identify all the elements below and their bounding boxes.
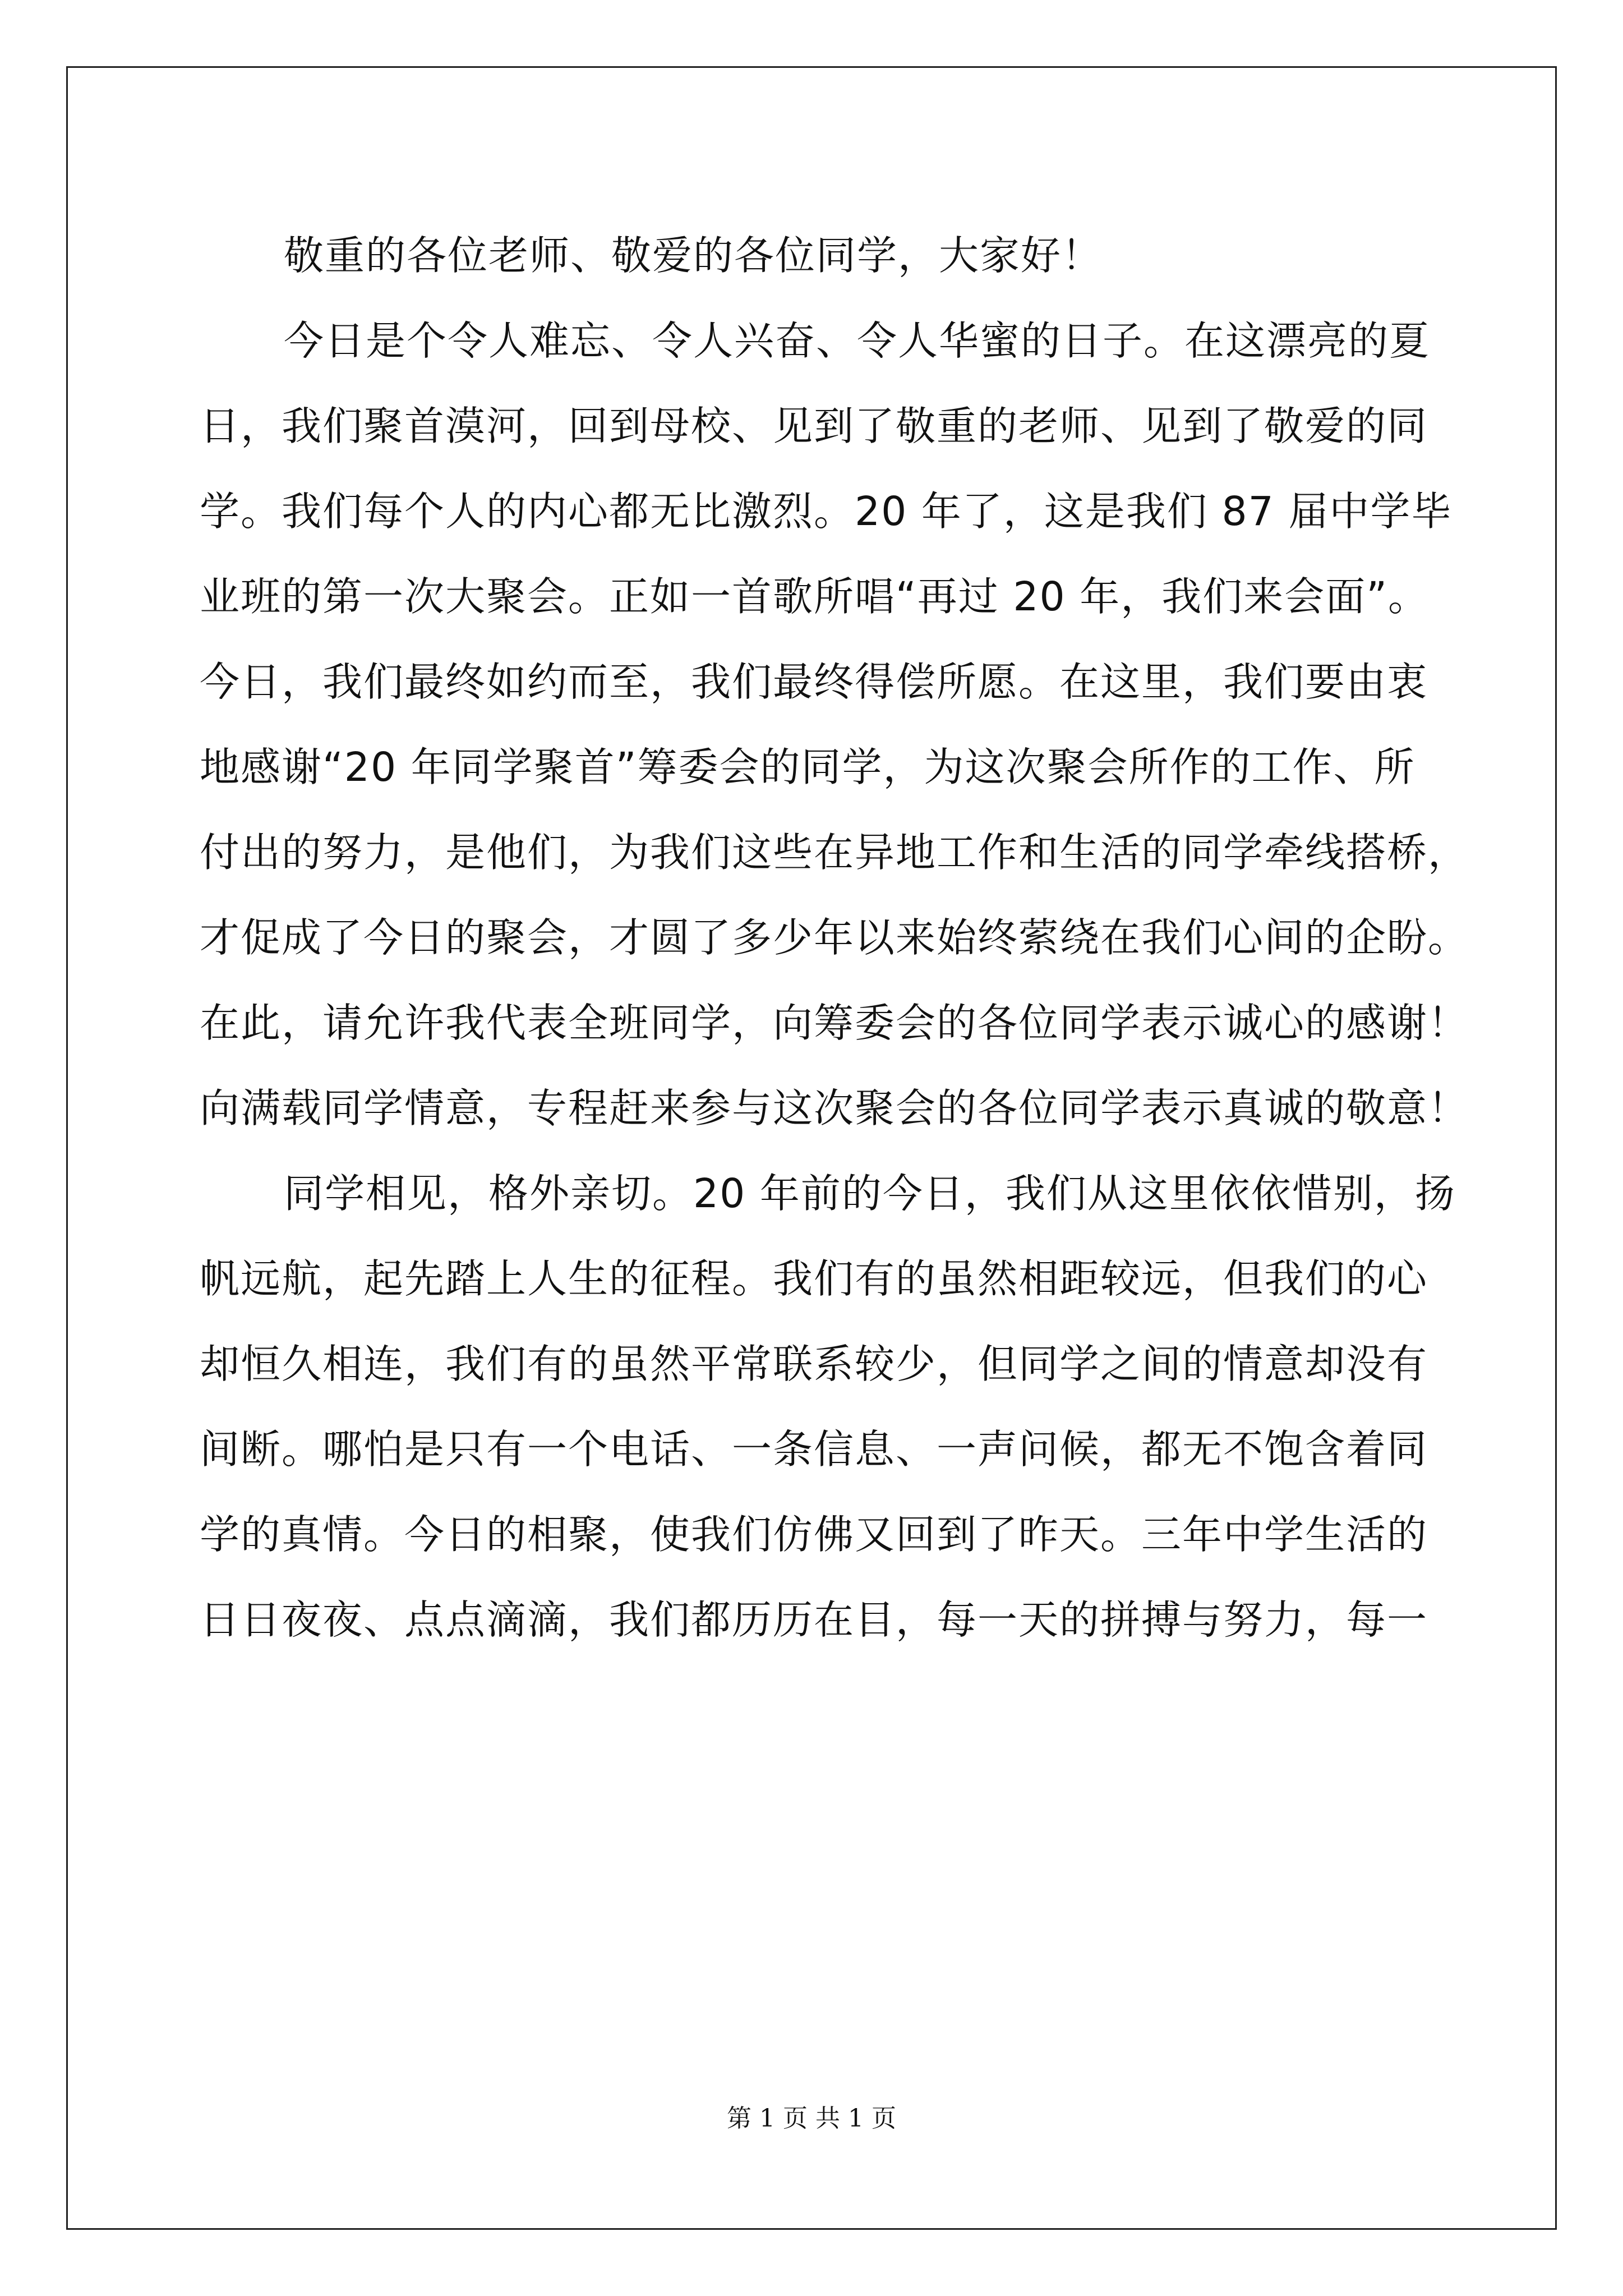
text-line: 同学相见，格外亲切。20 年前的今日，我们从这里依依惜别，扬 <box>284 1170 1456 1217</box>
text-line: 付出的努力，是他们，为我们这些在异地工作和生活的同学牵线搭桥， <box>200 829 1469 876</box>
text-line: 敬重的各位老师、敬爱的各位同学，大家好！ <box>284 232 1103 279</box>
text-line: 才促成了今日的聚会，才圆了多少年以来始终萦绕在我们心间的企盼。 <box>200 914 1469 961</box>
text-line: 日日夜夜、点点滴滴，我们都历历在目，每一天的拼搏与努力，每一 <box>200 1596 1428 1643</box>
text-line: 帆远航，起先踏上人生的征程。我们有的虽然相距较远，但我们的心 <box>200 1255 1428 1302</box>
text-line: 在此，请允许我代表全班同学，向筹委会的各位同学表示诚心的感谢！ <box>200 1000 1469 1046</box>
text-line: 日，我们聚首漠河，回到母校、见到了敬重的老师、见到了敬爱的同 <box>200 403 1428 449</box>
text-line: 今日，我们最终如约而至，我们最终得偿所愿。在这里，我们要由衷 <box>200 659 1428 705</box>
text-line: 业班的第一次大聚会。正如一首歌所唱“再过 20 年，我们来会面”。 <box>200 573 1430 620</box>
text-line: 今日是个令人难忘、令人兴奋、令人华蜜的日子。在这漂亮的夏 <box>284 318 1431 364</box>
text-line: 向满载同学情意，专程赶来参与这次聚会的各位同学表示真诚的敬意！ <box>200 1085 1469 1131</box>
text-line: 学。我们每个人的内心都无比激烈。20 年了，这是我们 87 届中学毕 <box>200 488 1453 535</box>
document-body <box>200 213 1469 1663</box>
text-line: 间断。哪怕是只有一个电话、一条信息、一声问候，都无不饱含着同 <box>200 1426 1428 1473</box>
text-line: 地感谢“20 年同学聚首”筹委会的同学，为这次聚会所作的工作、所 <box>200 744 1415 790</box>
page-number-footer: 第 1 页 共 1 页 <box>727 2104 896 2133</box>
text-line: 却恒久相连，我们有的虽然平常联系较少，但同学之间的情意却没有 <box>200 1341 1428 1387</box>
text-line: 学的真情。今日的相聚，使我们仿佛又回到了昨天。三年中学生活的 <box>200 1511 1428 1558</box>
